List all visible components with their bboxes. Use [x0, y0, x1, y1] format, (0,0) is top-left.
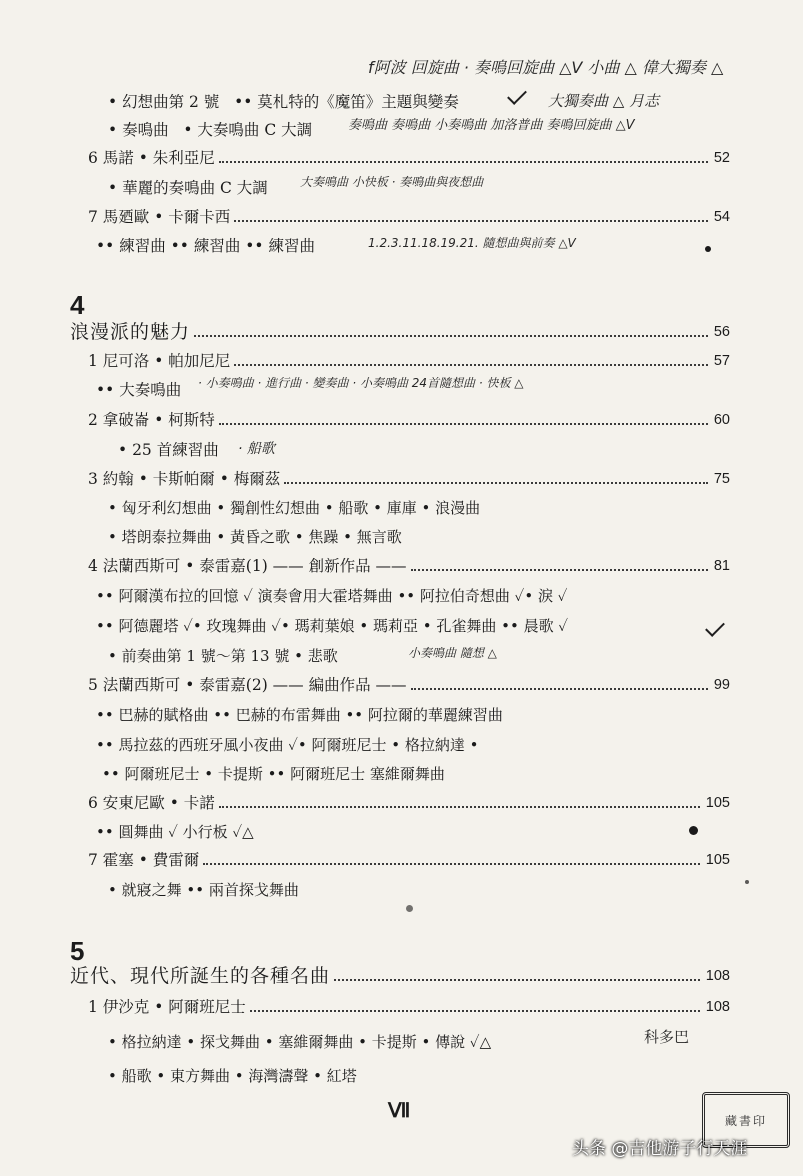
page-number: 81	[713, 558, 730, 574]
toc-entry-title: 7 馬廼歐 • 卡爾卡西	[88, 208, 231, 226]
works-line	[108, 178, 268, 198]
seal-stamp: 藏書印	[702, 1092, 790, 1148]
works-line	[102, 764, 445, 784]
toc-entry	[88, 351, 730, 371]
toc-entry	[88, 793, 730, 813]
works-text: • 25 首練習曲	[118, 441, 219, 459]
toc-entry-title: 1 尼可洛 • 帕加尼尼	[88, 352, 231, 370]
chapter-heading	[70, 966, 730, 986]
page-number: 108	[705, 968, 730, 984]
leader-dots	[219, 806, 700, 808]
works-text: • 格拉納達 • 探戈舞曲 • 塞維爾舞曲 • 卡提斯 • 傳說 ✓△	[108, 1033, 492, 1051]
page-number: 57	[713, 353, 730, 369]
works-line	[96, 735, 479, 755]
handwritten-note: 科多巴	[644, 1028, 690, 1046]
work-grand-sonata-c: • 大奏鳴曲 C 大調	[183, 121, 313, 139]
toc-entry-title: 4 法蘭西斯可 • 泰雷嘉(1) —— 創新作品 ——	[88, 557, 407, 575]
works-line	[108, 1066, 357, 1086]
works-line	[96, 586, 567, 606]
handwritten-note-top: f阿波 回旋曲 · 奏鳴回旋曲 △V 小曲 △ 偉大獨奏 △	[368, 58, 724, 77]
page-number: 60	[713, 412, 730, 428]
page-number: 54	[713, 209, 730, 225]
works-line	[108, 527, 402, 547]
works-line	[96, 822, 254, 842]
handwritten-note: 1.2.3.11.18.19.21. 隨想曲與前奏 △V	[368, 236, 576, 250]
toc-entry-carcassi	[88, 207, 730, 227]
toc-entry-title: 2 拿破崙 • 柯斯特	[88, 411, 215, 429]
checkmark-icon	[507, 85, 527, 105]
works-line	[108, 120, 312, 140]
works-text: • 匈牙利幻想曲 • 獨創性幻想曲 • 船歌 • 庫庫 • 浪漫曲	[108, 499, 481, 517]
page-number: 75	[713, 471, 730, 487]
works-text: •• 大奏鳴曲	[96, 381, 182, 399]
toc-entry	[88, 675, 730, 695]
chapter-number: 4	[70, 290, 85, 320]
page-number: 99	[713, 677, 730, 693]
leader-dots	[234, 364, 708, 366]
toc-entry	[88, 410, 730, 430]
page-folio: Ⅶ	[388, 1100, 412, 1122]
works-line	[108, 1032, 491, 1052]
works-text: •• 阿德麗塔 ✓• 玫瑰舞曲 ✓• 瑪莉葉娘 • 瑪莉亞 • 孔雀舞曲 •• 晨歌 ✓	[96, 617, 569, 635]
works-line	[96, 380, 181, 400]
handwritten-note: · 船歌	[238, 441, 275, 457]
works-text: •• 阿爾漢布拉的回憶 ✓ 演奏會用大霍塔舞曲 •• 阿拉伯奇想曲 ✓• 淚 ✓	[96, 587, 568, 605]
works-text: • 船歌 • 東方舞曲 • 海灣濤聲 • 紅塔	[108, 1067, 357, 1085]
leader-dots	[411, 688, 708, 690]
work-etudes: •• 練習曲 •• 練習曲 •• 練習曲	[96, 237, 315, 255]
leader-dots	[203, 863, 700, 865]
work-brilliant-sonata: • 華麗的奏鳴曲 C 大調	[108, 179, 268, 197]
works-line	[118, 440, 219, 460]
leader-dots	[411, 569, 708, 571]
toc-entry-title: 3 約翰 • 卡斯帕爾 • 梅爾茲	[88, 470, 281, 488]
leader-dots	[334, 979, 700, 981]
leader-dots	[219, 423, 708, 425]
works-text: •• 馬拉茲的西班牙風小夜曲 ✓• 阿爾班尼士 • 格拉納達 •	[96, 736, 479, 754]
toc-entry-title: 1 伊沙克 • 阿爾班尼士	[88, 998, 246, 1016]
toc-entry-title: 6 安東尼歐 • 卡諾	[88, 794, 215, 812]
leader-dots	[250, 1010, 700, 1012]
works-line	[96, 616, 568, 636]
page-number: 56	[713, 324, 730, 340]
toc-entry	[88, 850, 730, 870]
leader-dots	[284, 482, 708, 484]
leader-dots	[234, 220, 708, 222]
handwritten-note: · 小奏鳴曲 · 進行曲 · 變奏曲 · 小奏鳴曲 24首隨想曲 · 快板 △	[198, 376, 524, 390]
page-number: 105	[705, 795, 730, 811]
checkmark-icon	[705, 617, 725, 637]
handwritten-note: 大奏鳴曲 小快板 · 奏鳴曲與夜想曲	[300, 175, 484, 189]
page-number: 52	[713, 150, 730, 166]
chapter-title: 近代、現代所誕生的各種名曲	[70, 965, 331, 987]
works-line	[96, 705, 503, 725]
works-text: • 就寢之舞 •• 兩首探戈舞曲	[108, 881, 299, 899]
work-sonata: • 奏鳴曲	[108, 121, 169, 139]
works-line	[108, 646, 338, 666]
ink-blot	[406, 905, 413, 912]
toc-entry-giuliani	[88, 148, 730, 168]
leader-dots	[194, 335, 708, 337]
works-line	[96, 236, 315, 256]
works-text: • 塔朗泰拉舞曲 • 黃昏之歌 • 焦躁 • 無言歌	[108, 528, 402, 546]
works-text: • 前奏曲第 1 號～第 13 號 • 悲歌	[108, 647, 338, 665]
works-text: •• 巴赫的賦格曲 •• 巴赫的布雷舞曲 •• 阿拉爾的華麗練習曲	[96, 706, 503, 724]
page-number: 105	[705, 852, 730, 868]
toc-entry-title: 7 霍塞 • 費雷爾	[88, 851, 200, 869]
toc-entry	[88, 997, 730, 1017]
chapter-number: 5	[70, 936, 85, 966]
toc-entry	[88, 469, 730, 489]
handwritten-note: 小奏鳴曲 隨想 △	[408, 646, 497, 660]
ink-blot	[745, 880, 749, 884]
chapter-heading	[70, 322, 730, 342]
leader-dots	[219, 161, 708, 163]
watermark-text: 头条 @吉他游子行天涯	[572, 1139, 748, 1159]
page-number: 108	[705, 999, 730, 1015]
toc-entry	[88, 556, 730, 576]
work-magic-flute-variations: •• 莫札特的《魔笛》主題與變奏	[234, 93, 459, 111]
handwritten-note: 奏鳴曲 奏鳴曲 小奏鳴曲 加洛普曲 奏鳴回旋曲 △V	[348, 118, 635, 133]
works-line	[108, 92, 459, 112]
work-fantasia-2: • 幻想曲第 2 號	[108, 93, 220, 111]
works-text: •• 圓舞曲 ✓ 小行板 ✓△	[96, 823, 254, 841]
ink-blot	[689, 826, 698, 835]
handwritten-note: 大獨奏曲 △ 月志	[548, 92, 660, 110]
chapter-title: 浪漫派的魅力	[70, 321, 191, 343]
toc-entry-title: 6 馬諾 • 朱利亞尼	[88, 149, 215, 167]
ink-blot	[705, 246, 711, 252]
works-line	[108, 498, 480, 518]
works-text: •• 阿爾班尼士 • 卡提斯 •• 阿爾班尼士 塞維爾舞曲	[102, 765, 445, 783]
works-line	[108, 880, 299, 900]
toc-entry-title: 5 法蘭西斯可 • 泰雷嘉(2) —— 編曲作品 ——	[88, 676, 407, 694]
